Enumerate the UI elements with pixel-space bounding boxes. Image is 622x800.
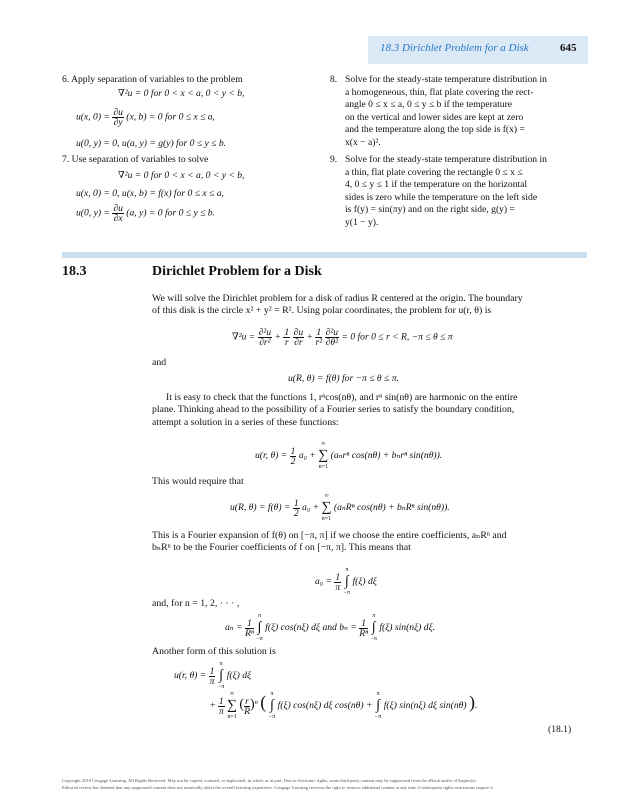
frac-den: ∂θ² <box>325 337 338 348</box>
paragraph-3 <box>152 530 582 555</box>
text-line: 4, 0 ≤ y ≤ 1 if the temperature on the horizontal <box>345 179 528 191</box>
close-big-paren: ) <box>468 692 475 713</box>
frac-den: π <box>335 581 341 593</box>
ex7-eq3 <box>76 204 215 223</box>
exercise-8-text <box>345 74 585 150</box>
integrand: f(ξ) sin(nξ) dξ. <box>379 622 436 634</box>
ex7-eq2: u(x, 0) = 0, u(x, b) = f(x) for 0 ≤ x ≤ a, <box>76 188 224 199</box>
frac-den: ∂y <box>113 117 123 128</box>
integral-sign: ∫ <box>269 698 274 713</box>
integral-sign: ∫ <box>371 620 376 635</box>
frac-num: 1 <box>335 571 341 583</box>
frac-den: r² <box>315 337 323 348</box>
an-bn-formulas <box>225 612 435 644</box>
frac <box>293 328 305 347</box>
text-line: sides is zero while the temperature on the left side <box>345 191 538 203</box>
ex7-eq3-frac <box>112 204 124 223</box>
sum-sign: ∑ <box>227 698 238 713</box>
exercise-number: 7. <box>62 154 70 165</box>
sum-upper: ∞ <box>229 691 235 697</box>
integral-lower: −π <box>217 684 225 690</box>
text-line: a thin, flat plate covering the rectangle 0 ≤ x ≤ <box>345 166 523 178</box>
a0-formula <box>315 566 377 598</box>
text-line: This is a Fourier expansion of f(θ) on [−π, π] if we choose the entire coefficients, aₙRⁿ and <box>152 530 507 541</box>
integral-symbol <box>375 690 381 722</box>
frac-num: 1 <box>359 619 368 629</box>
frac-num: 1 <box>245 619 254 629</box>
text-line: plane. Thinking ahead to the possibility of a Fourier series to satisfy the boundary condition, <box>152 404 515 416</box>
section-title: Dirichlet Problem for a Disk <box>152 264 322 279</box>
frac-den: 2 <box>293 507 299 519</box>
series-solution <box>255 440 442 472</box>
integral-upper: π <box>219 661 223 667</box>
a0-term: a₀ + <box>298 450 316 462</box>
frac-den: Rⁿ <box>359 627 369 639</box>
copyright-line-2: Editorial review has deemed that any suppressed content does not materially affect the overall learning experience. Cengage Learning reserves the right to remove additional content at any time if subsequent rights restrictions require it. <box>62 785 494 790</box>
text-line: bₙRⁿ to be the Fourier coefficients of f on [−π, π]. This means that <box>152 542 411 554</box>
frac-den: Rⁿ <box>244 627 254 639</box>
exercise-7 <box>62 154 208 167</box>
ex6-eq1: ∇²u = 0 for 0 < x < a, 0 < y < b, <box>118 88 245 99</box>
eq-rhs: = 0 for 0 ≤ r < R, −π ≤ θ ≤ π <box>341 331 453 343</box>
would-require-text: This would require that <box>152 476 244 487</box>
series-body: (aₙRⁿ cos(nθ) + bₙRⁿ sin(nθ)). <box>333 502 450 514</box>
eq-lhs: ∇²u = <box>232 331 256 343</box>
text-line: Solve for the steady-state temperature distribution in <box>345 154 547 165</box>
frac <box>334 573 341 592</box>
ex6-eq2 <box>76 108 215 127</box>
frac <box>293 499 300 518</box>
frac-den: π <box>209 675 215 687</box>
frac-num: r <box>245 695 249 707</box>
sum-upper: ∞ <box>324 493 329 499</box>
final-solution-line-1 <box>174 660 251 692</box>
frac-num: 1 <box>284 327 290 338</box>
text-line: Solve for the steady-state temperature distribution in <box>345 74 547 85</box>
exercise-9-text <box>345 154 585 230</box>
sum-upper: ∞ <box>321 441 326 447</box>
sum-lower: n=1 <box>227 714 237 720</box>
frac <box>218 697 225 716</box>
laplace-polar-equation <box>232 328 453 347</box>
integral-lower: −π <box>268 714 276 720</box>
integral-upper: π <box>270 691 274 697</box>
integrand: f(ξ) cos(nξ) dξ cos(nθ) + <box>277 700 373 712</box>
frac-num: ∂²u <box>258 327 272 338</box>
final-solution-line-2 <box>210 690 477 722</box>
ex6-eq2-frac <box>112 108 124 127</box>
frac-num: ∂u <box>113 107 123 118</box>
frac-num: ∂u <box>293 327 304 338</box>
integral-lower: −π <box>370 636 377 642</box>
frac <box>245 619 254 638</box>
power: n <box>254 699 258 707</box>
text-line: is f(y) = sin(πy) and on the right side, g(y) = <box>345 204 515 216</box>
text-line: We will solve the Dirichlet problem for a disk of radius R centered at the origin. The boundary <box>152 293 523 304</box>
plus: + <box>210 700 216 712</box>
frac <box>325 328 339 347</box>
text-line: y(1 − y). <box>345 216 379 228</box>
boundary-condition: u(R, θ) = f(θ) for −π ≤ θ ≤ π. <box>288 373 399 384</box>
and-text: and <box>152 357 167 368</box>
frac-den: ∂r² <box>259 337 271 348</box>
frac-num: 1 <box>218 695 224 707</box>
integral-symbol <box>269 690 275 722</box>
page-number: 645 <box>560 42 577 54</box>
period: . <box>474 700 478 712</box>
close-paren: ) <box>249 697 255 713</box>
integral-sign: ∫ <box>257 620 262 635</box>
open-paren: ( <box>239 697 245 713</box>
text-line: attempt a solution in a series of these functions: <box>152 416 339 428</box>
eq-lhs: u(r, θ) = <box>174 670 207 682</box>
sum-sign: ∑ <box>321 500 332 515</box>
sum-lower: n=1 <box>321 516 332 522</box>
integral-symbol <box>218 660 224 692</box>
paragraph-1 <box>152 293 582 318</box>
exercise-8-number: 8. <box>330 74 338 85</box>
plus: + <box>274 331 281 343</box>
and-for-n-text: and, for n = 1, 2, · · · , <box>152 598 240 609</box>
frac <box>315 328 322 347</box>
text-line: x(x − a)². <box>345 136 381 148</box>
text-line: and the temperature along the top side is f(x) = <box>345 124 525 136</box>
frac-den: ∂r <box>294 337 303 348</box>
open-big-paren: ( <box>260 692 267 713</box>
exercise-text: Use separation of variables to solve <box>71 154 209 165</box>
frac-num: ∂²u <box>325 327 339 338</box>
integral-lower: −π <box>374 714 382 720</box>
integral-lower: −π <box>343 590 351 596</box>
frac <box>290 447 297 466</box>
frac-num: 1 <box>209 665 215 677</box>
copyright-line-1: Copyright 2010 Cengage Learning. All Rights Reserved. May not be copied, scanned, or duplicated, in whole or in part. Due to electronic rights, some third party content may be suppressed from the eBook and/or eChapter(s). <box>62 778 477 783</box>
ex6-eq2-lhs: u(x, 0) = <box>76 111 110 123</box>
integral-upper: π <box>372 613 376 619</box>
sum-symbol <box>318 440 328 472</box>
text-line: of this disk is the circle x² + y² = R². Using polar coordinates, the problem for u(r, θ) is <box>152 305 492 317</box>
integrand: f(ξ) dξ <box>226 670 252 682</box>
eq-lhs: aₙ = <box>225 622 243 634</box>
text-line: a homogeneous, thin, flat plate covering the rect- <box>345 86 534 98</box>
integrand: f(ξ) sin(nξ) dξ sin(nθ) <box>383 700 467 712</box>
frac-num: 1 <box>293 497 299 509</box>
integral-upper: π <box>376 691 380 697</box>
boundary-series <box>230 492 450 524</box>
frac-den: r <box>284 337 289 348</box>
ex7-eq3-lhs: u(0, y) = <box>76 207 110 219</box>
another-form-text: Another form of this solution is <box>152 646 276 657</box>
frac <box>209 667 216 686</box>
eq-lhs: a₀ = <box>315 576 333 588</box>
integral-symbol <box>371 612 377 644</box>
equation-number: (18.1) <box>548 724 572 735</box>
running-header-title: 18.3 Dirichlet Problem for a Disk <box>380 42 529 54</box>
integral-symbol <box>256 612 262 644</box>
frac-den: π <box>218 705 224 717</box>
frac-num: ∂u <box>113 203 123 214</box>
sum-sign: ∑ <box>318 448 329 463</box>
a0-term: a₀ + <box>302 502 320 514</box>
text-line: It is easy to check that the functions 1, rⁿcos(nθ), and rⁿ sin(nθ) are harmonic on the entire <box>166 392 518 403</box>
exercise-number: 6. <box>62 74 70 85</box>
ex6-eq3: u(0, y) = 0, u(a, y) = g(y) for 0 ≤ y ≤ b. <box>76 138 227 149</box>
frac-den: ∂x <box>113 213 123 224</box>
sum-symbol <box>322 492 332 524</box>
series-body: (aₙrⁿ cos(nθ) + bₙrⁿ sin(nθ)). <box>330 450 443 462</box>
integral-lower: −π <box>256 636 263 642</box>
frac <box>359 619 368 638</box>
eq-lhs: u(R, θ) = f(θ) = <box>230 502 291 514</box>
text-line: angle 0 ≤ x ≤ a, 0 ≤ y ≤ b if the temperature <box>345 99 513 111</box>
plus: + <box>306 331 314 343</box>
frac-den: R <box>244 705 250 717</box>
ex7-eq3-rhs: (a, y) = 0 for 0 ≤ y ≤ b. <box>126 207 215 219</box>
sum-lower: n=1 <box>318 464 328 470</box>
integral-symbol <box>344 566 350 598</box>
eq-lhs: u(r, θ) = <box>255 450 288 462</box>
exercise-9-number: 9. <box>330 154 338 165</box>
section-number: 18.3 <box>62 264 87 279</box>
frac <box>283 328 290 347</box>
integrand: f(ξ) dξ <box>352 576 377 588</box>
frac <box>258 328 272 347</box>
frac-num: 1 <box>290 445 296 457</box>
ex6-eq2-rhs: (x, b) = 0 for 0 ≤ x ≤ a, <box>126 111 215 123</box>
paragraph-2 <box>152 392 582 429</box>
ex7-eq1: ∇²u = 0 for 0 < x < a, 0 < y < b, <box>118 170 245 181</box>
integral-sign: ∫ <box>219 668 223 683</box>
integral-upper: π <box>257 613 261 619</box>
frac-den: 2 <box>290 455 296 467</box>
section-divider-band <box>62 252 587 258</box>
integrand: f(ξ) cos(nξ) dξ and bₙ = <box>265 622 357 634</box>
exercise-text: Apply separation of variables to the problem <box>71 74 243 85</box>
integral-sign: ∫ <box>344 574 349 589</box>
frac-num: 1 <box>316 327 322 338</box>
exercise-6 <box>62 74 243 87</box>
integral-sign: ∫ <box>376 698 380 713</box>
text-line: on the vertical and lower sides are kept at zero <box>345 111 524 123</box>
sum-symbol <box>227 690 237 722</box>
integral-upper: π <box>345 567 349 573</box>
